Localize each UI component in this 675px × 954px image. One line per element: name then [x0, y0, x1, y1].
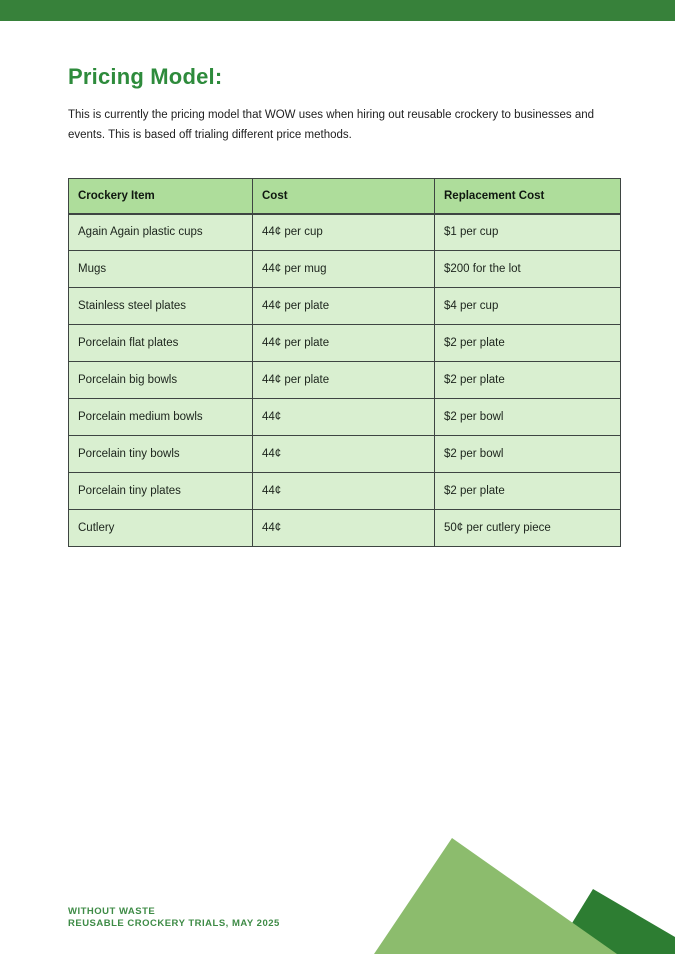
- header-row: [69, 179, 621, 214]
- header-replacement-cost: Replacement Cost: [435, 179, 621, 214]
- cell-replacement: $200 for the lot: [435, 251, 621, 288]
- cell-item: Porcelain big bowls: [69, 362, 253, 399]
- cell-cost: 44¢: [253, 399, 435, 436]
- cell-replacement: $1 per cup: [435, 214, 621, 251]
- mountain-light-shape: [374, 838, 617, 954]
- cell-replacement: 50¢ per cutlery piece: [435, 510, 621, 547]
- page-content: [68, 21, 620, 547]
- cell-cost: 44¢ per plate: [253, 288, 435, 325]
- cell-item: Porcelain tiny bowls: [69, 436, 253, 473]
- table-row: [69, 214, 621, 251]
- cell-item: Again Again plastic cups: [69, 214, 253, 251]
- page-title: Pricing Model:: [68, 64, 223, 89]
- cell-cost: 44¢: [253, 473, 435, 510]
- cell-cost: 44¢ per plate: [253, 325, 435, 362]
- top-accent-bar: [0, 0, 675, 21]
- page-footer: [68, 906, 280, 929]
- footer-doc-title: REUSABLE CROCKERY TRIALS, MAY 2025: [68, 917, 280, 929]
- cell-item: Porcelain medium bowls: [69, 399, 253, 436]
- cell-replacement: $2 per plate: [435, 325, 621, 362]
- cell-item: Cutlery: [69, 510, 253, 547]
- cell-replacement: $4 per cup: [435, 288, 621, 325]
- table-row: [69, 325, 621, 362]
- cell-item: Stainless steel plates: [69, 288, 253, 325]
- pricing-table-body: [69, 214, 621, 547]
- cell-cost: 44¢ per cup: [253, 214, 435, 251]
- pricing-table: [68, 178, 621, 547]
- table-row: [69, 436, 621, 473]
- table-row: [69, 510, 621, 547]
- table-row: [69, 288, 621, 325]
- cell-cost: 44¢ per plate: [253, 362, 435, 399]
- cell-replacement: $2 per bowl: [435, 399, 621, 436]
- header-cost: Cost: [253, 179, 435, 214]
- table-row: [69, 251, 621, 288]
- table-row: [69, 362, 621, 399]
- footer-org-name: WITHOUT WASTE: [68, 906, 156, 917]
- header-crockery-item: Crockery Item: [69, 179, 253, 214]
- cell-item: Mugs: [69, 251, 253, 288]
- cell-cost: 44¢ per mug: [253, 251, 435, 288]
- pricing-table-header: [69, 179, 621, 214]
- mountain-graphic: [335, 834, 675, 954]
- intro-paragraph: This is currently the pricing model that WOW uses when hiring out reusable crockery to businesses and events. This is based off trialing different price methods.: [68, 109, 595, 141]
- cell-replacement: $2 per bowl: [435, 436, 621, 473]
- cell-replacement: $2 per plate: [435, 473, 621, 510]
- cell-cost: 44¢: [253, 510, 435, 547]
- cell-item: Porcelain flat plates: [69, 325, 253, 362]
- table-row: [69, 473, 621, 510]
- cell-cost: 44¢: [253, 436, 435, 473]
- table-row: [69, 399, 621, 436]
- cell-item: Porcelain tiny plates: [69, 473, 253, 510]
- cell-replacement: $2 per plate: [435, 362, 621, 399]
